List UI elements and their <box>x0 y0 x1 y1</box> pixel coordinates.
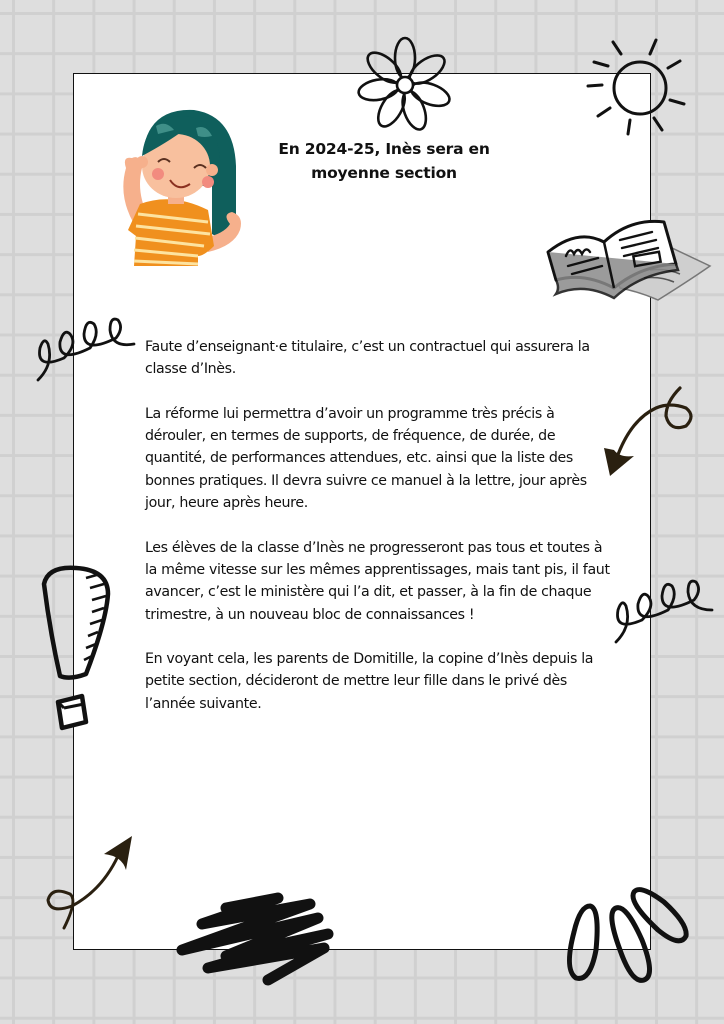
title-line-2: moyenne section <box>311 164 457 182</box>
squiggle-loop-icon <box>34 314 138 384</box>
title-line-1: En 2024-25, Inès sera en <box>278 140 490 158</box>
page-title <box>258 137 510 185</box>
body-text <box>145 336 615 737</box>
curved-arrow-icon <box>600 384 700 480</box>
sun-icon <box>584 36 694 136</box>
exclamation-mark-icon <box>36 562 116 734</box>
squiggle-loop-icon <box>612 576 716 646</box>
scribble-icon <box>168 890 340 990</box>
girl-flexing-illustration <box>112 106 252 271</box>
paragraph-1: Faute d’enseignant·e titulaire, c’est un contractuel qui assurera la classe d’Inès. <box>145 339 590 378</box>
curved-arrow-icon <box>42 834 138 934</box>
paragraph-2: La réforme lui permettra d’avoir un programme très précis à dérouler, en termes de supports, de fréquence, de durée, de quantité, de performances attendues, etc. ainsi que la liste des bonnes pratiques. Il devra suivre ce manuel à la lettre, jour après jour, heure après heure. <box>145 405 587 512</box>
flower-icon <box>362 36 448 132</box>
paragraph-4: En voyant cela, les parents de Domitille, la copine d’Inès depuis la petite section, décideront de mettre leur fille dans le privé dès l’année suivante. <box>145 651 594 712</box>
open-book-icon <box>540 208 716 308</box>
petals-icon <box>560 880 690 990</box>
paragraph-3: Les élèves de la classe d’Inès ne progresseront pas tous et toutes à la même vitesse sur les mêmes apprentissages, mais tant pis, il faut avancer, c’est le ministère qui l’a dit, et passer, à la fin de chaque trimestre, à un nouveau bloc de connaissances ! <box>145 539 610 623</box>
